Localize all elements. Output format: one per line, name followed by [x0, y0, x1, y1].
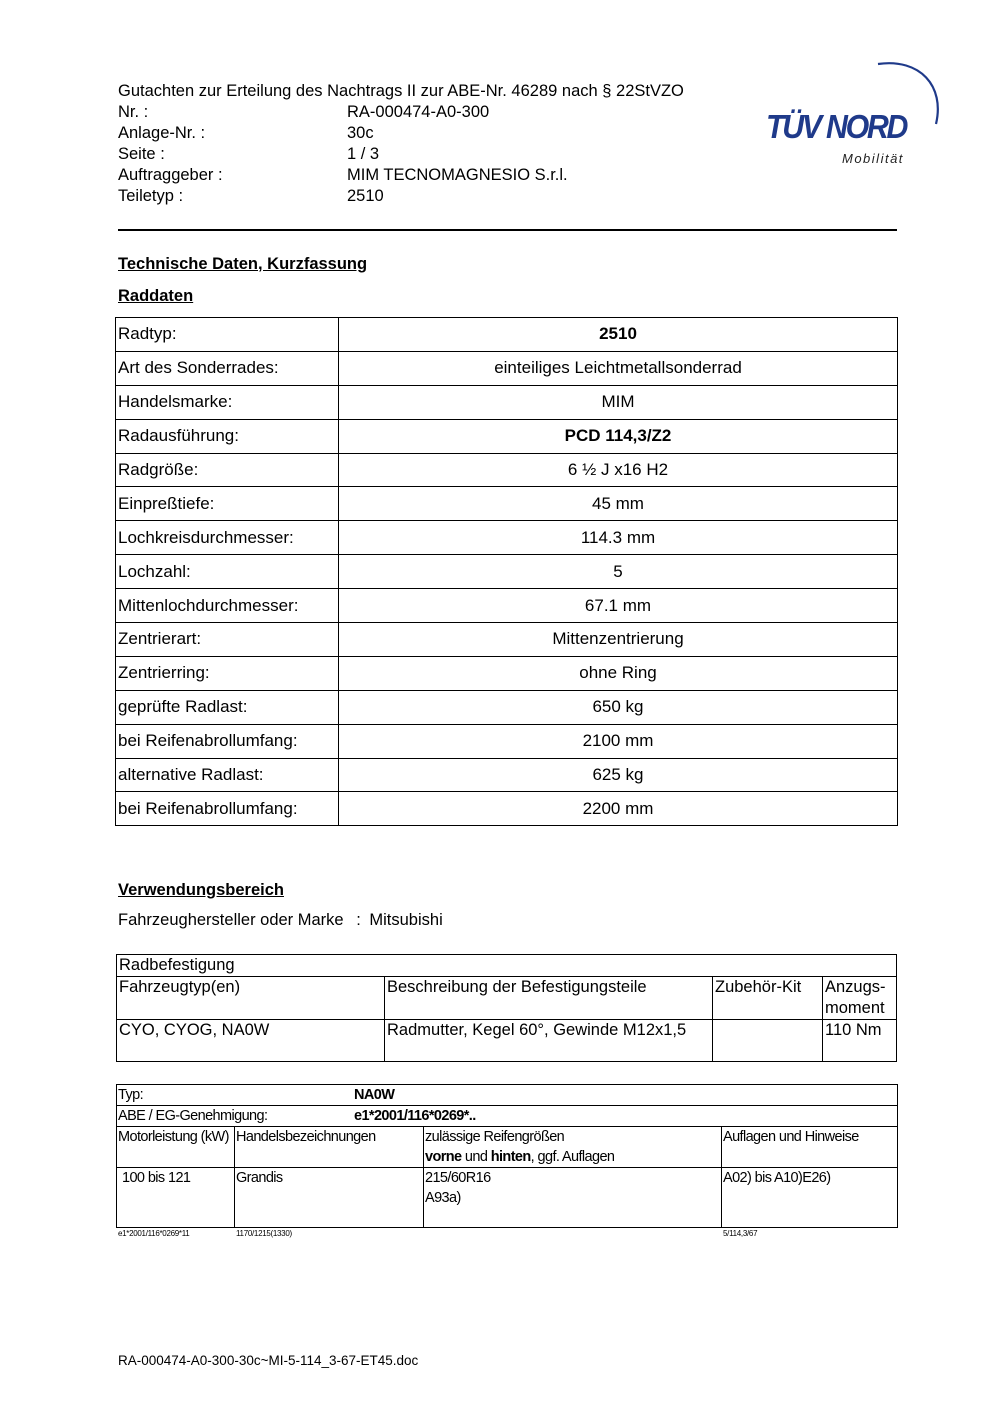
- row-label: geprüfte Radlast:: [116, 690, 339, 724]
- table-row: [116, 487, 898, 521]
- column-header: Motorleistung (kW): [117, 1127, 235, 1168]
- reifen-und: und: [461, 1149, 491, 1165]
- column-header: [424, 1127, 722, 1168]
- tuev-nord-logo: [760, 56, 945, 171]
- section-raddaten: Raddaten: [118, 287, 194, 305]
- row-value: 6 ½ J x16 H2: [339, 453, 898, 487]
- table-row: [116, 453, 898, 487]
- footnote-weight: 1170/1215(1330): [236, 1229, 292, 1238]
- row-value: 67.1 mm: [339, 589, 898, 623]
- table-row: [116, 724, 898, 758]
- report-title: Gutachten zur Erteilung des Nachtrags II zur ABE-Nr. 46289 nach § 22StVZO: [118, 82, 684, 100]
- table-row: [116, 656, 898, 690]
- reifen-header-line2: [425, 1147, 720, 1167]
- table-cell: A02) bis A10)E26): [722, 1168, 898, 1228]
- row-value: PCD 114,3/Z2: [339, 419, 898, 453]
- table-cell: 110 Nm: [823, 1020, 897, 1062]
- header-row-seite: [0, 144, 760, 165]
- row-label: Radausführung:: [116, 419, 339, 453]
- row-value: Mittenzentrierung: [339, 623, 898, 657]
- table-row: [117, 1168, 898, 1228]
- typ-label: Typ:: [118, 1087, 143, 1103]
- row-value: 45 mm: [339, 487, 898, 521]
- table-row: [116, 419, 898, 453]
- table-cell: Radmutter, Kegel 60°, Gewinde M12x1,5: [385, 1020, 713, 1062]
- row-label: bei Reifenabrollumfang:: [116, 792, 339, 826]
- row-label: alternative Radlast:: [116, 758, 339, 792]
- table-row: [117, 955, 897, 977]
- reifen-vorne: vorne: [425, 1149, 462, 1165]
- table-cell: CYO, CYOG, NA0W: [117, 1020, 385, 1062]
- row-value: ohne Ring: [339, 656, 898, 690]
- row-label: Zentrierring:: [116, 656, 339, 690]
- column-header: Anzugs-moment: [823, 977, 897, 1020]
- hersteller-label: Fahrzeughersteller oder Marke: [118, 911, 344, 929]
- row-label: Radgröße:: [116, 453, 339, 487]
- table-row: [116, 351, 898, 385]
- header-row-anlage: [0, 123, 760, 144]
- column-header: Zubehör-Kit: [713, 977, 823, 1020]
- table-row: [116, 623, 898, 657]
- table-row: [116, 318, 898, 352]
- table-row: [116, 385, 898, 419]
- footnote-pcd: 5/114,3/67: [723, 1229, 758, 1238]
- row-label: Zentrierart:: [116, 623, 339, 657]
- reifen-value-line2: A93a): [425, 1190, 461, 1206]
- header-label: Nr. :: [118, 103, 149, 121]
- row-label: Einpreßtiefe:: [116, 487, 339, 521]
- row-label: Art des Sonderrades:: [116, 351, 339, 385]
- header-row-nr: [0, 102, 760, 123]
- logo-subtitle: Mobilität: [842, 151, 904, 166]
- row-label: bei Reifenabrollumfang:: [116, 724, 339, 758]
- table-cell: [713, 1020, 823, 1062]
- header-value: RA-000474-A0-300: [347, 103, 490, 121]
- typ-row: [117, 1085, 898, 1106]
- table-row: [116, 555, 898, 589]
- section-technische-daten: Technische Daten, Kurzfassung: [118, 255, 368, 273]
- column-header: Fahrzeugtyp(en): [117, 977, 385, 1020]
- header-label: Seite :: [118, 145, 165, 163]
- abe-value: e1*2001/116*0269*..: [354, 1108, 476, 1124]
- row-value: 114.3 mm: [339, 521, 898, 555]
- header-divider: [118, 229, 897, 231]
- section-verwendungsbereich: Verwendungsbereich: [118, 881, 284, 899]
- table-cell: Grandis: [235, 1168, 424, 1228]
- table-row: [117, 1106, 898, 1127]
- abe-label: ABE / EG-Genehmigung:: [118, 1108, 268, 1124]
- row-value: 650 kg: [339, 690, 898, 724]
- reifen-header-line1: zulässige Reifengrößen: [425, 1129, 565, 1145]
- header-value: 2510: [347, 187, 384, 205]
- header-label: Teiletyp :: [118, 187, 184, 205]
- header-label: Auftraggeber :: [118, 166, 223, 184]
- hersteller-separator: :: [356, 911, 361, 929]
- column-header: Beschreibung der Befestigungsteile: [385, 977, 713, 1020]
- table-cell: 100 bis 121: [117, 1168, 235, 1228]
- table-row: [116, 690, 898, 724]
- column-header: Auflagen und Hinweise: [722, 1127, 898, 1168]
- header-value: 1 / 3: [347, 145, 380, 163]
- row-value: MIM: [339, 385, 898, 419]
- column-header: Handelsbezeichnungen: [235, 1127, 424, 1168]
- table-row: [116, 792, 898, 826]
- table-row: [117, 1020, 897, 1062]
- header-row-auftraggeber: [0, 165, 760, 186]
- document-filename: RA-000474-A0-300-30c~MI-5-114_3-67-ET45.doc: [118, 1353, 419, 1368]
- row-label: Handelsmarke:: [116, 385, 339, 419]
- row-value: 2100 mm: [339, 724, 898, 758]
- row-value: 5: [339, 555, 898, 589]
- hersteller-value: Mitsubishi: [369, 911, 443, 929]
- logo-brand: TÜV NORD: [766, 108, 907, 145]
- header-row-teiletyp: [0, 186, 760, 207]
- row-value: einteiliges Leichtmetallsonderrad: [339, 351, 898, 385]
- reifen-hinten: hinten: [490, 1149, 531, 1165]
- table-row: [117, 1127, 898, 1168]
- row-label: Lochzahl:: [116, 555, 339, 589]
- header-value: 30c: [347, 124, 374, 142]
- table-row: [116, 589, 898, 623]
- typ-value: NA0W: [354, 1087, 395, 1103]
- row-label: Radtyp:: [116, 318, 339, 352]
- typ-table: [116, 1084, 898, 1228]
- row-label: Lochkreisdurchmesser:: [116, 521, 339, 555]
- header-rows: [0, 102, 760, 207]
- reifen-auflagen: , ggf. Auflagen: [530, 1149, 615, 1165]
- radbefestigung-table: [116, 954, 897, 1062]
- table-cell: [424, 1168, 722, 1228]
- header-label: Anlage-Nr. :: [118, 124, 206, 142]
- header-value: MIM TECNOMAGNESIO S.r.l.: [347, 166, 568, 184]
- abe-row: [117, 1106, 898, 1127]
- table-row: [116, 758, 898, 792]
- table-row: [117, 977, 897, 1020]
- raddaten-table: [115, 317, 898, 826]
- row-value: 625 kg: [339, 758, 898, 792]
- reifen-value-line1: 215/60R16: [425, 1170, 491, 1186]
- footnote-abe: e1*2001/116*0269*11: [118, 1229, 190, 1238]
- table-row: [116, 521, 898, 555]
- row-value: 2200 mm: [339, 792, 898, 826]
- radbefestigung-title: Radbefestigung: [117, 955, 897, 977]
- row-label: Mittenlochdurchmesser:: [116, 589, 339, 623]
- hersteller-line: [118, 911, 443, 930]
- row-value: 2510: [339, 318, 898, 352]
- table-row: [117, 1085, 898, 1106]
